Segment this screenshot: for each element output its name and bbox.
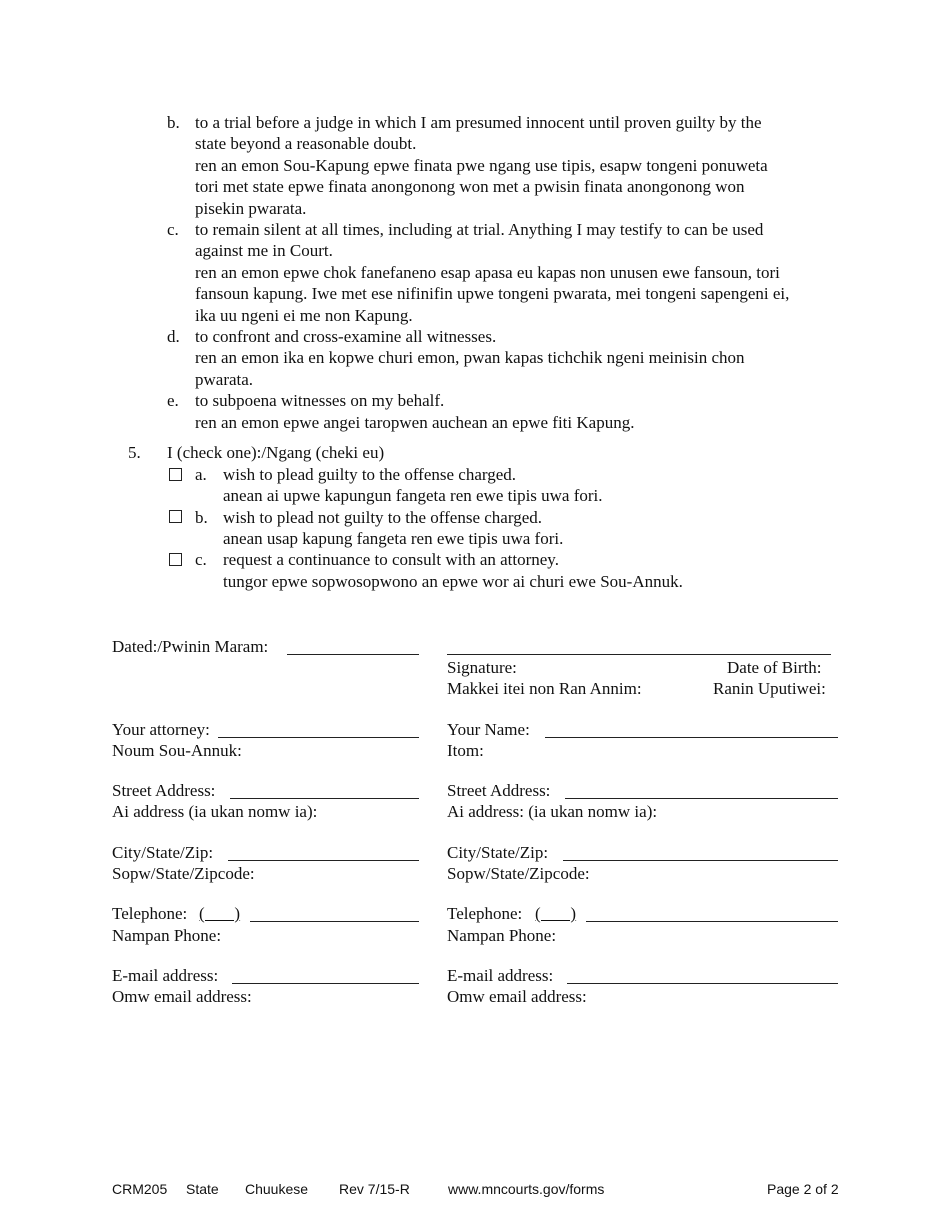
checkbox-request-continuance[interactable]: [169, 553, 182, 566]
option-text-line: request a continuance to consult with an attorney.: [223, 550, 559, 569]
footer-form-id: CRM205: [112, 1181, 168, 1197]
dated-label: Dated:/Pwinin Maram:: [112, 637, 269, 656]
dob-label-translation: Ranin Uputiwei:: [713, 679, 826, 698]
email-label: E-mail address:: [447, 966, 554, 985]
footer-revision: Rev 7/15-R: [339, 1181, 410, 1197]
dob-label: Date of Birth:: [727, 658, 822, 677]
telephone-field[interactable]: [586, 921, 838, 922]
option-text-line: anean usap kapung fangeta ren ewe tipis uwa fori.: [223, 529, 564, 548]
option-text-line: tungor epwe sopwosopwono an epwe wor ai churi ewe Sou-Annuk.: [223, 572, 683, 591]
your-name-field[interactable]: [545, 737, 838, 738]
plea-title: I (check one):/Ngang (cheki eu): [167, 443, 385, 462]
attorney-street-label: Street Address:: [112, 781, 216, 800]
attorney-field[interactable]: [218, 737, 419, 738]
option-letter: a.: [195, 465, 207, 484]
footer-url: www.mncourts.gov/forms: [448, 1181, 605, 1197]
right-letter: e.: [167, 391, 179, 410]
city-state-zip-field[interactable]: [563, 860, 838, 861]
attorney-phone-field[interactable]: [250, 921, 419, 922]
telephone-translation: Nampan Phone:: [447, 926, 557, 945]
your-name-translation: Itom:: [447, 741, 484, 760]
attorney-email-field[interactable]: [232, 983, 419, 984]
your-name-label: Your Name:: [447, 720, 530, 739]
right-letter: c.: [167, 220, 179, 239]
right-text-line: to confront and cross-examine all witnesses.: [195, 327, 497, 346]
email-field[interactable]: [567, 983, 838, 984]
right-text-line: ika uu ngeni ei me non Kapung.: [195, 306, 413, 325]
telephone-area-code[interactable]: ( ): [535, 904, 577, 923]
right-text-line: tori met state epwe finata anongonong won met a pwisin finata anongonong won: [195, 177, 745, 196]
right-text-line: fansoun kapung. Iwe met ese nifinifin upwe tongeni pwarata, mei tongeni sapengeni ei,: [195, 284, 790, 303]
signature-label-translation: Makkei itei non Ran Annim:: [447, 679, 642, 698]
attorney-phone-area-code[interactable]: ( ): [199, 904, 241, 923]
signature-label: Signature:: [447, 658, 517, 677]
attorney-label-translation: Noum Sou-Annuk:: [112, 741, 242, 760]
right-text-line: against me in Court.: [195, 241, 333, 260]
item-number: 5.: [128, 443, 141, 462]
right-letter: d.: [167, 327, 180, 346]
footer-state: State: [186, 1181, 219, 1197]
checkbox-plead-guilty[interactable]: [169, 468, 182, 481]
city-state-zip-translation: Sopw/State/Zipcode:: [447, 864, 590, 883]
attorney-phone-translation: Nampan Phone:: [112, 926, 222, 945]
right-text-line: ren an emon epwe chok fanefaneno esap apasa eu kapas non unusen ewe fansoun, tori: [195, 263, 780, 282]
right-text-line: pwarata.: [195, 370, 254, 389]
attorney-email-translation: Omw email address:: [112, 987, 252, 1006]
right-text-line: ren an emon ika en kopwe churi emon, pwan kapas tichchik ngeni meinisin chon: [195, 348, 745, 367]
attorney-city-label: City/State/Zip:: [112, 843, 214, 862]
attorney-street-field[interactable]: [230, 798, 419, 799]
email-translation: Omw email address:: [447, 987, 587, 1006]
option-text-line: anean ai upwe kapungun fangeta ren ewe tipis uwa fori.: [223, 486, 603, 505]
footer-page-number: Page 2 of 2: [767, 1181, 839, 1197]
street-address-label: Street Address:: [447, 781, 551, 800]
city-state-zip-label: City/State/Zip:: [447, 843, 549, 862]
option-text-line: wish to plead not guilty to the offense charged.: [223, 508, 542, 527]
right-text-line: to a trial before a judge in which I am presumed innocent until proven guilty by the: [195, 113, 762, 132]
option-text-line: wish to plead guilty to the offense charged.: [223, 465, 517, 484]
right-text-line: ren an emon epwe angei taropwen auchean an epwe fiti Kapung.: [195, 413, 635, 432]
street-address-translation: Ai address: (ia ukan nomw ia):: [447, 802, 658, 821]
option-letter: b.: [195, 508, 208, 527]
telephone-label: Telephone:: [447, 904, 523, 923]
attorney-email-label: E-mail address:: [112, 966, 219, 985]
street-address-field[interactable]: [565, 798, 838, 799]
option-letter: c.: [195, 550, 207, 569]
attorney-label: Your attorney:: [112, 720, 210, 739]
dated-field[interactable]: [287, 654, 419, 655]
right-text-line: to remain silent at all times, including at trial. Anything I may testify to can be used: [195, 220, 764, 239]
right-text-line: pisekin pwarata.: [195, 199, 307, 218]
attorney-street-translation: Ai address (ia ukan nomw ia):: [112, 802, 318, 821]
attorney-city-translation: Sopw/State/Zipcode:: [112, 864, 255, 883]
attorney-phone-label: Telephone:: [112, 904, 188, 923]
signature-field[interactable]: [447, 654, 831, 655]
footer-language: Chuukese: [245, 1181, 309, 1197]
attorney-city-field[interactable]: [228, 860, 419, 861]
right-text-line: ren an emon Sou-Kapung epwe finata pwe ngang use tipis, esapw tongeni ponuweta: [195, 156, 768, 175]
right-text-line: state beyond a reasonable doubt.: [195, 134, 417, 153]
checkbox-plead-not-guilty[interactable]: [169, 510, 182, 523]
right-text-line: to subpoena witnesses on my behalf.: [195, 391, 445, 410]
right-letter: b.: [167, 113, 180, 132]
